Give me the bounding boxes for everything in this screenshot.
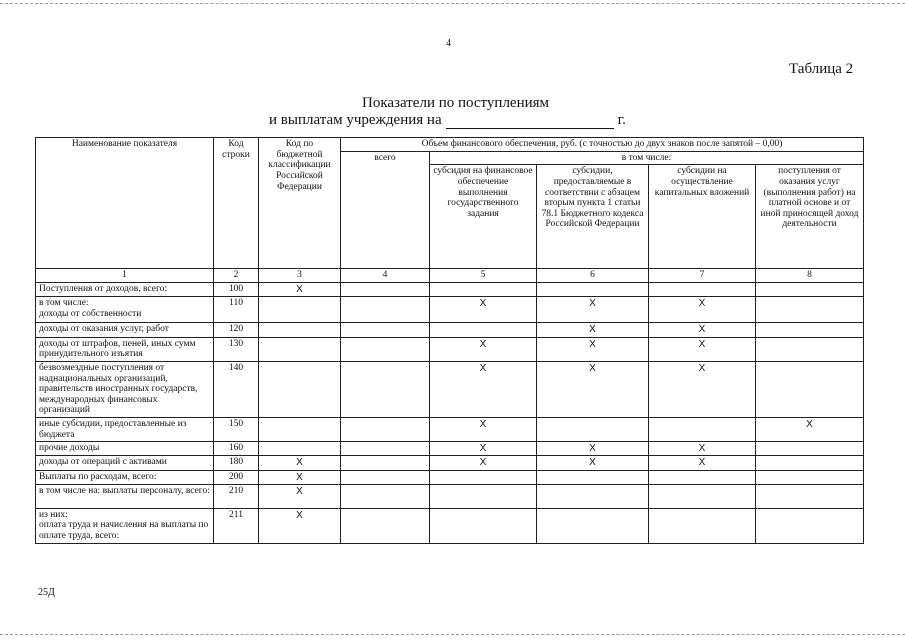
mark-cell: X xyxy=(537,323,649,337)
header-total: всего xyxy=(341,151,430,269)
mark-cell xyxy=(537,470,649,484)
column-number: 4 xyxy=(341,269,430,283)
mark-cell xyxy=(341,470,430,484)
row-code: 200 xyxy=(214,470,259,484)
mark-cell xyxy=(259,337,341,361)
mark-cell xyxy=(756,470,864,484)
mark-cell xyxy=(649,470,756,484)
mark-cell: X xyxy=(259,456,341,470)
mark-cell: X xyxy=(649,456,756,470)
column-number: 3 xyxy=(259,269,341,283)
header-volume: Объем финансового обеспечения, руб. (с точностью до двух знаков после запятой – 0,00) xyxy=(341,138,864,152)
mark-cell xyxy=(756,283,864,297)
header-subsidy-task: субсидия на финансовое обеспечение выполнения государственного задания xyxy=(430,165,537,269)
mark-cell: X xyxy=(259,283,341,297)
table-label: Таблица 2 xyxy=(789,61,854,77)
header-paid-services: поступления от оказания услуг (выполнения работ) на платной основе и от иной приносящей доход деятельности xyxy=(756,165,864,269)
table-row xyxy=(36,484,864,508)
row-code: 140 xyxy=(214,361,259,417)
scan-edge-top xyxy=(0,3,905,4)
indicator-name: Поступления от доходов, всего: xyxy=(36,283,214,297)
mark-cell: X xyxy=(259,470,341,484)
row-code: 130 xyxy=(214,337,259,361)
mark-cell xyxy=(341,484,430,508)
mark-cell xyxy=(756,484,864,508)
mark-cell xyxy=(537,283,649,297)
mark-cell xyxy=(756,361,864,417)
row-code: 120 xyxy=(214,323,259,337)
mark-cell: X xyxy=(649,442,756,456)
mark-cell xyxy=(341,297,430,323)
mark-cell: X xyxy=(537,297,649,323)
indicator-name: доходы от операций с активами xyxy=(36,456,214,470)
mark-cell xyxy=(649,484,756,508)
mark-cell: X xyxy=(649,337,756,361)
table-row xyxy=(36,361,864,417)
mark-cell xyxy=(341,508,430,543)
indicator-name: Выплаты по расходам, всего: xyxy=(36,470,214,484)
header-including: в том числе: xyxy=(430,151,864,165)
mark-cell: X xyxy=(756,418,864,442)
table-title-line2 xyxy=(269,112,626,129)
table-row xyxy=(36,418,864,442)
mark-cell xyxy=(259,361,341,417)
indicators-table xyxy=(35,137,864,544)
header-code: Код строки xyxy=(214,138,259,269)
mark-cell xyxy=(756,442,864,456)
mark-cell xyxy=(430,323,537,337)
mark-cell xyxy=(259,297,341,323)
indicator-name: в том числе на: выплаты персоналу, всего: xyxy=(36,484,214,508)
mark-cell xyxy=(259,323,341,337)
mark-cell: X xyxy=(537,337,649,361)
mark-cell: X xyxy=(649,297,756,323)
table-row xyxy=(36,337,864,361)
indicator-name: иные субсидии, предоставленные из бюджета xyxy=(36,418,214,442)
mark-cell: X xyxy=(430,361,537,417)
column-number: 6 xyxy=(537,269,649,283)
mark-cell: X xyxy=(430,418,537,442)
mark-cell xyxy=(341,418,430,442)
indicator-name: прочие доходы xyxy=(36,442,214,456)
table-row xyxy=(36,456,864,470)
mark-cell xyxy=(259,418,341,442)
row-code: 180 xyxy=(214,456,259,470)
mark-cell xyxy=(430,470,537,484)
indicator-name: в том числе: доходы от собственности xyxy=(36,297,214,323)
header-subsidy-781: субсидии, предоставляемые в соответствии с абзацем вторым пункта 1 статьи 78.1 Бюджетного кодекса Российской Федерации xyxy=(537,165,649,269)
mark-cell: X xyxy=(430,442,537,456)
mark-cell: X xyxy=(649,361,756,417)
indicator-name: безвозмездные поступления от наднациональных организаций, правительств иностранных государств, международных финансовых организаций xyxy=(36,361,214,417)
table-row xyxy=(36,508,864,543)
date-blank-line xyxy=(446,114,614,129)
mark-cell: X xyxy=(537,361,649,417)
row-code: 110 xyxy=(214,297,259,323)
column-number: 2 xyxy=(214,269,259,283)
row-code: 150 xyxy=(214,418,259,442)
mark-cell: X xyxy=(259,484,341,508)
mark-cell xyxy=(259,442,341,456)
mark-cell: X xyxy=(430,337,537,361)
page-number: 4 xyxy=(446,38,451,49)
indicator-name: из них: оплата труда и начисления на выплаты по оплате труда, всего: xyxy=(36,508,214,543)
table-row xyxy=(36,283,864,297)
indicator-name: доходы от штрафов, пеней, иных сумм принудительного изъятия xyxy=(36,337,214,361)
mark-cell xyxy=(430,484,537,508)
mark-cell xyxy=(341,283,430,297)
mark-cell xyxy=(341,456,430,470)
form-code: 25Д xyxy=(38,587,55,598)
column-number: 7 xyxy=(649,269,756,283)
mark-cell xyxy=(430,283,537,297)
table-row xyxy=(36,470,864,484)
mark-cell xyxy=(649,418,756,442)
row-code: 100 xyxy=(214,283,259,297)
table-title-line1: Показатели по поступлениям xyxy=(362,95,550,111)
mark-cell: X xyxy=(649,323,756,337)
title-prefix: и выплатам учреждения на xyxy=(269,112,442,128)
mark-cell xyxy=(649,508,756,543)
mark-cell: X xyxy=(537,442,649,456)
mark-cell xyxy=(756,297,864,323)
mark-cell xyxy=(756,456,864,470)
mark-cell xyxy=(649,283,756,297)
mark-cell xyxy=(756,508,864,543)
column-number: 8 xyxy=(756,269,864,283)
mark-cell xyxy=(341,337,430,361)
header-name: Наименование показателя xyxy=(36,138,214,269)
table-row xyxy=(36,442,864,456)
mark-cell xyxy=(430,508,537,543)
mark-cell: X xyxy=(430,456,537,470)
header-kbk: Код по бюджетной классификации Российской Федерации xyxy=(259,138,341,269)
mark-cell: X xyxy=(259,508,341,543)
mark-cell xyxy=(341,442,430,456)
mark-cell xyxy=(341,361,430,417)
mark-cell: X xyxy=(430,297,537,323)
column-number: 1 xyxy=(36,269,214,283)
table-row xyxy=(36,323,864,337)
mark-cell xyxy=(537,484,649,508)
mark-cell: X xyxy=(537,456,649,470)
scan-edge-bottom xyxy=(0,634,905,635)
mark-cell xyxy=(537,418,649,442)
indicator-name: доходы от оказания услуг, работ xyxy=(36,323,214,337)
mark-cell xyxy=(537,508,649,543)
row-code: 160 xyxy=(214,442,259,456)
row-code: 210 xyxy=(214,484,259,508)
mark-cell xyxy=(756,323,864,337)
mark-cell xyxy=(756,337,864,361)
column-number: 5 xyxy=(430,269,537,283)
header-subsidy-capital: субсидии на осуществление капитальных вложений xyxy=(649,165,756,269)
mark-cell xyxy=(341,323,430,337)
table-row xyxy=(36,297,864,323)
column-number-row xyxy=(36,269,864,283)
row-code: 211 xyxy=(214,508,259,543)
table-body xyxy=(36,283,864,543)
title-suffix: г. xyxy=(617,112,626,128)
